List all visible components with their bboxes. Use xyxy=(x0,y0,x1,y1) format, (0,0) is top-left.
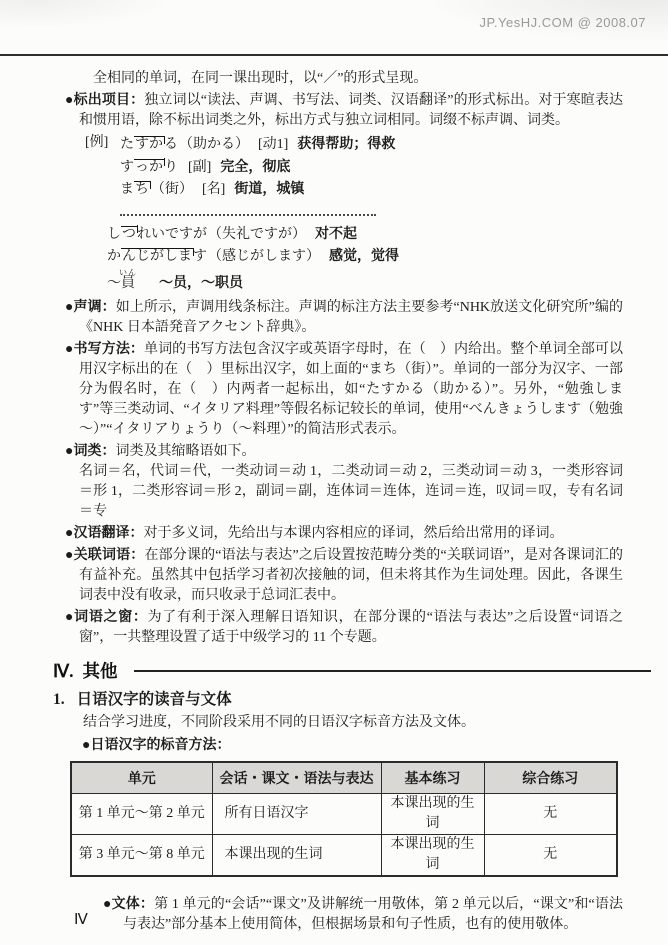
table-cell: 本课出现的生词 xyxy=(212,835,381,877)
kanji-notation: （感じがします） xyxy=(208,249,320,264)
header-rule xyxy=(0,54,668,56)
bullet-label: 标出项目： xyxy=(73,91,145,107)
vocab-example-line xyxy=(120,133,623,156)
page-content xyxy=(53,63,623,935)
table-header-cell: 基本练习 xyxy=(381,762,484,794)
bullet-text: 独立词以“读法、声调、书写法、词类、汉语翻译”的形式标出。对于寒暄表达和惯用语，除不标出词类之外，标出方式与独立词相同。词缀不标声调、词类。 xyxy=(79,93,623,128)
bullet-text: 词类及其缩略语如下。 xyxy=(115,444,256,459)
japanese-suffix: ～員いん xyxy=(107,267,137,291)
bullet-text: 在部分课的“语法与表达”之后设置按范畴分类的“关联词语”，是对各课词汇的有益补充。虽然其中包括学习者初次接触的词，但未将其作为生词处理。因此，各课生词表中没有收录，而只收录于总词汇表中。 xyxy=(79,548,624,603)
part-of-speech: [名] xyxy=(202,182,226,197)
pitch-accent-mark: すか xyxy=(135,137,163,152)
table-cell: 本课出现的生词 xyxy=(381,794,484,835)
section-title: 其他 xyxy=(82,661,118,681)
bullet-label: 关联词语： xyxy=(73,546,145,562)
bullet-text: 如上所示，声调用线条标注。声调的标注方法主要参考“NHK放送文化研究所”编的《NHK 日本語発音アクセント辞典》。 xyxy=(79,300,623,335)
chinese-meaning: 完全，彻底 xyxy=(220,157,291,174)
bullet-dot-icon xyxy=(65,298,74,314)
bullet-text: 对于多义词，先给出与本课内容相应的译词，然后给出常用的译词。 xyxy=(143,526,564,541)
pitch-accent-mark: っか xyxy=(135,159,163,175)
watermark: JP.YesHJ.COM @ 2008.07 xyxy=(479,15,646,30)
bullet-label: 汉语翻译： xyxy=(73,524,144,540)
part-of-speech: [副] xyxy=(188,159,212,175)
vocab-example-line xyxy=(120,156,623,179)
bullet-item-writing-method xyxy=(65,338,623,440)
bullet-item-style xyxy=(103,893,623,935)
bullet-item-marking xyxy=(65,89,623,131)
table-cell: 本课出现的生词 xyxy=(381,835,484,877)
subsection-heading xyxy=(53,690,623,710)
chinese-meaning: ～员，～职员 xyxy=(159,273,243,290)
bullet-item-translation xyxy=(65,522,623,544)
section-heading xyxy=(53,661,623,681)
bullet-label: 文体： xyxy=(111,895,155,911)
bullet-text: 单词的书写方法包含汉字或英语字母时，在（ ）内给出。整个单词全部可以用汉字标出的在（ ）里标出汉字，如上面的“まち（街）”。单词的一部分为汉字、一部分为假名时，在（ ）内两者一起标出，如“たすかる（助かる）”。另外，“勉強します”等三类动词、“イタリア料理”等假名标记较长的单词，使用“べんきょうします（勉強～）”“イタリアりょうり（～料理）”的简洁形式表示。 xyxy=(79,342,623,437)
bullet-label: 书写方法： xyxy=(73,340,144,356)
japanese-word: たすかる（助かる） xyxy=(120,137,249,152)
pitch-accent-mark: んじがしま xyxy=(122,249,192,264)
japanese-phrase: しつれいですが xyxy=(107,226,207,242)
bullet-item-word-class xyxy=(65,440,623,462)
bullet-dot-icon xyxy=(65,91,74,107)
subsection-title: 日语汉字的读音与文体 xyxy=(76,691,232,708)
word-class-abbreviations: 名词＝名，代词＝代，一类动词＝动 1，二类动词＝动 2，三类动词＝动 3，一类形容词＝形 1，二类形容词＝形 2，副词＝副，连体词＝连体，连词＝连，叹词＝叹，专有名词＝专 xyxy=(79,464,623,519)
table-row xyxy=(71,835,617,877)
kanji-notation: （失礼ですが） xyxy=(208,226,306,242)
vocab-example-line xyxy=(120,178,623,201)
chinese-meaning: 对不起 xyxy=(315,224,357,241)
page-number: Ⅳ xyxy=(74,912,88,928)
bullet-dot-icon xyxy=(65,608,74,624)
bullet-dot-icon xyxy=(65,340,74,356)
part-of-speech: [动1] xyxy=(258,137,289,152)
subsection xyxy=(53,690,623,935)
chinese-meaning: 获得帮助；得救 xyxy=(297,135,396,151)
kanji-with-furigana: 員いん xyxy=(119,267,137,291)
table-header-cell: 综合练习 xyxy=(484,762,617,794)
table-cell: 所有日语汉字 xyxy=(212,794,381,835)
table-header-cell: 会话・课文・语法与表达 xyxy=(212,762,381,794)
japanese-word: すっかり xyxy=(120,159,178,175)
japanese-phrase: かんじがします xyxy=(107,249,207,264)
pitch-accent-mark: つ xyxy=(122,226,136,242)
section-rule xyxy=(134,670,651,672)
pitch-accent-mark: ち xyxy=(135,182,149,197)
example-tag: [例] xyxy=(85,135,109,150)
bullet-label: 声调： xyxy=(73,298,116,314)
chinese-meaning: 街道，城镇 xyxy=(234,180,305,196)
bullet-item-pitch-accent xyxy=(65,296,623,338)
reading-annotation-table xyxy=(70,761,618,877)
subsection-lead: 结合学习进度，不同阶段采用不同的日语汉字标音方法及文体。 xyxy=(83,715,475,730)
suffix-example-line xyxy=(107,268,623,295)
intro-paragraph: 全相同的单词，在同一课出现时，以“／”的形式呈现。 xyxy=(93,71,428,86)
subsection-number: 1. xyxy=(53,691,65,708)
phrase-example-line xyxy=(107,245,623,268)
bullet-label: 词类： xyxy=(73,442,116,458)
bullet-dot-icon xyxy=(65,546,74,562)
dots-separator xyxy=(120,201,376,216)
table-label: ● 日语汉字的标音方法： xyxy=(82,734,623,754)
bullet-item-related-words xyxy=(65,544,623,606)
bullet-item-word-window xyxy=(65,606,623,648)
bullet-text: 第 1 单元的“会话”“课文”及讲解统一用敬体，第 2 单元以后，“课文”和“语法与表达”部分基本上使用简体，但根据场景和句子性质，也有的使用敬体。 xyxy=(123,897,624,932)
bullet-text: 为了有利于深入理解日语知识，在部分课的“语法与表达”之后设置“词语之窗”，一共整理设置了适于中级学习的 11 个专题。 xyxy=(79,610,624,645)
table-header-cell: 单元 xyxy=(71,762,212,794)
table-cell: 无 xyxy=(484,794,617,835)
table-cell: 第 1 单元～第 2 单元 xyxy=(71,794,212,835)
table-header-row xyxy=(71,762,617,794)
section-numeral: Ⅳ. xyxy=(53,661,74,681)
table-cell: 无 xyxy=(484,835,617,877)
phrase-example-line xyxy=(107,223,623,246)
furigana: いん xyxy=(119,267,137,277)
kanji-notation: （街） xyxy=(151,182,193,197)
japanese-word: まち （街） xyxy=(120,182,193,197)
table-cell: 第 3 单元～第 8 单元 xyxy=(71,835,212,877)
table-row xyxy=(71,794,617,835)
chinese-meaning: 感觉，觉得 xyxy=(329,247,399,263)
bullet-label: 词语之窗： xyxy=(74,608,148,624)
example-block xyxy=(85,133,623,294)
kanji-notation: （助かる） xyxy=(179,137,249,152)
bullet-dot-icon xyxy=(103,895,112,911)
